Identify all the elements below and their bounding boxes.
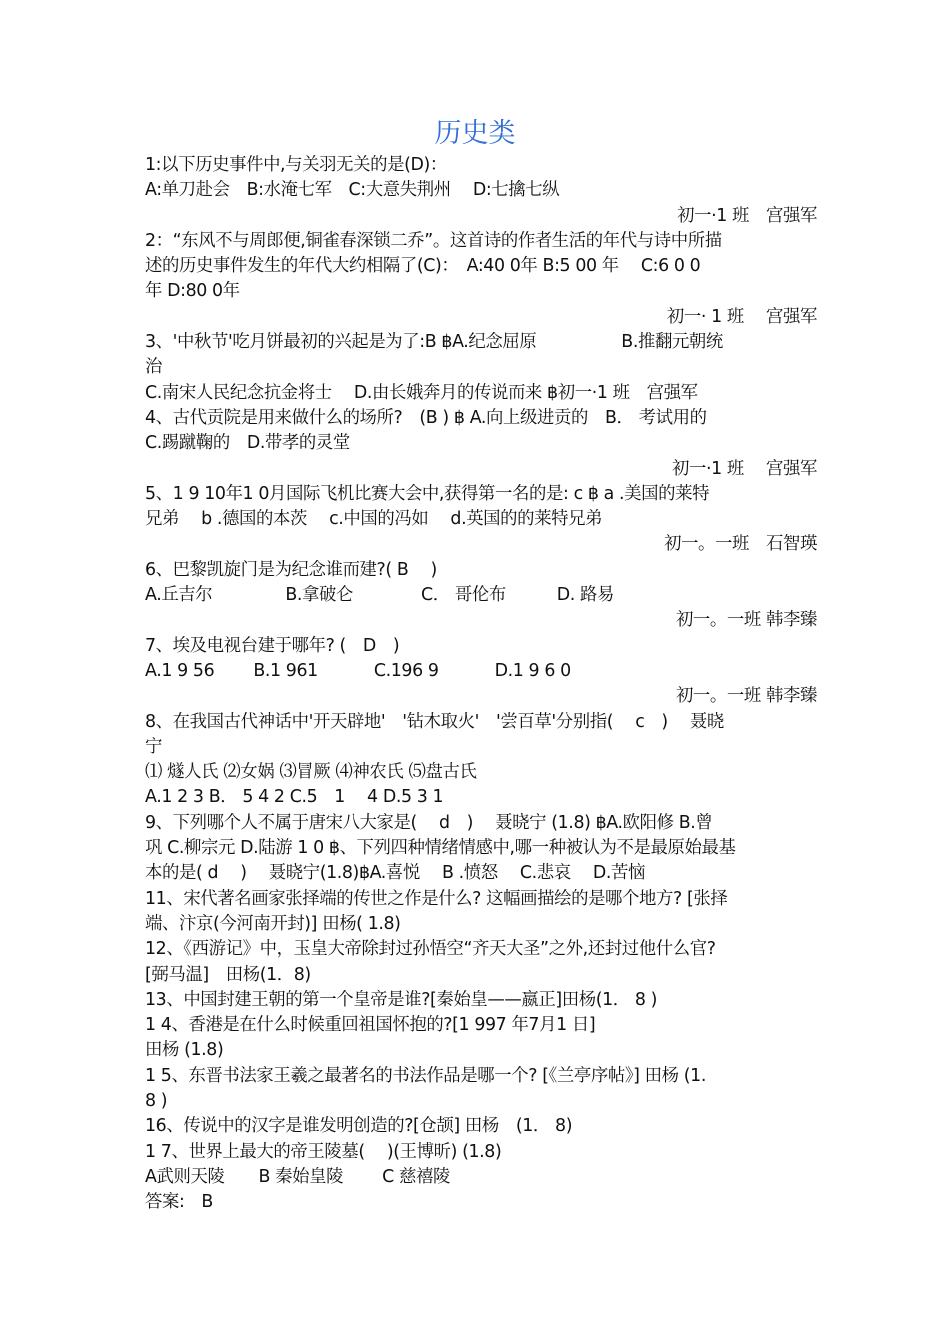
author-credit-line: 初一。一班 韩李臻 — [675, 610, 817, 631]
author-credit-line: 初一。一班 韩李臻 — [675, 686, 817, 707]
text-line: 7、埃及电视台建于哪年? ( D ) — [145, 635, 400, 656]
text-line: 1 4、香港是在什么时候重回祖国怀抱的?[1 997 年7月1 日] — [145, 1015, 596, 1036]
text-line: 4、古代贡院是用来做什么的场所? (B ) ฿ A.向上级进贡的 B． 考试用的 — [145, 407, 707, 428]
text-line: A.1 9 56 B.1 961 C.196 9 D.1 9 6 0 — [145, 660, 571, 681]
text-line: 6、巴黎凯旋门是为纪念谁而建?( B ) — [145, 559, 437, 580]
text-line: 1 5、东晋书法家王羲之最著名的书法作品是哪一个? [《兰亭序帖》] 田杨 (1. — [145, 1065, 706, 1086]
text-line: 兄弟 b .德国的本茨 c.中国的冯如 d.英国的的莱特兄弟 — [145, 509, 603, 530]
text-line: 述的历史事件发生的年代大约相隔了(C)： A:40 0年 B:5 00 年 C:6 0 0 — [145, 256, 701, 277]
author-credit-line: 初一·1 班 宫强军 — [677, 205, 817, 226]
text-line: 1:以下历史事件中,与关羽无关的是(D)： — [145, 155, 447, 175]
text-line: 8 ) — [145, 1090, 168, 1111]
text-line: 5、1 9 10年1 0月国际飞机比赛大会中,获得第一名的是: c ฿ a .美国的莱特 — [145, 483, 710, 504]
text-line: 端、汴京(今河南开封)] 田杨( 1.8) — [145, 913, 401, 934]
text-line: 2：“东风不与周郎便,铜雀春深锁二乔”。这首诗的作者生活的年代与诗中所描 — [145, 230, 722, 251]
author-credit-line: 初一·1 班 宫强军 — [672, 458, 936, 479]
text-line: 12、《西游记》中，玉皇大帝除封过孙悟空“齐天大圣”之外,还封过他什么官? — [145, 939, 716, 960]
text-line: 答案: B — [145, 1192, 213, 1213]
author-credit-line: 初一· 1 班 宫强军 — [666, 306, 834, 327]
author-credit-line: 初一。一班 石智瑛 — [664, 534, 817, 555]
text-line: 本的是( d ) 聂晓宁(1.8)฿A.喜悦 B .愤怒 C.悲哀 D.苦恼 — [145, 863, 645, 884]
text-line: A武则天陵 B 秦始皇陵 C 慈禧陵 — [145, 1166, 451, 1187]
document-body — [145, 153, 936, 1215]
text-line: 田杨 (1.8) — [145, 1040, 224, 1061]
document-title: 历史类 — [434, 118, 516, 149]
text-line: 宁 — [145, 736, 162, 757]
text-line: 1 7、世界上最大的帝王陵墓( )(王博昕) (1.8) — [145, 1141, 502, 1162]
text-line: C.踢蹴鞠的 D.带孝的灵堂 — [145, 433, 350, 454]
text-line: A.丘吉尔 B.拿破仑 C． 哥伦布 D. 路易 — [145, 585, 615, 606]
text-line: [弼马温] 田杨(1．8) — [145, 964, 311, 985]
text-line: 8、在我国古代神话中'开天辟地' '钻木取火' '尝百草'分别指( c ) 聂晓 — [145, 711, 724, 732]
text-line: 治 — [145, 357, 162, 378]
text-line: ⑴ 燧人氏 ⑵女娲 ⑶冒厥 ⑷神农氏 ⑸盘古氏 — [145, 762, 477, 783]
text-line: A:单刀赴会 B:水淹七军 C:大意失荆州 D:七擒七纵 — [145, 180, 560, 201]
text-line: 13、中国封建王朝的第一个皇帝是谁?[秦始皇——嬴正]田杨(1． 8 ) — [145, 989, 658, 1010]
text-line: 9、下列哪个人不属于唐宋八大家是( d ) 聂晓宁 (1.8) ฿A.欧阳修 B.曾 — [145, 812, 713, 833]
text-line: 16、传说中的汉字是谁发明创造的?[仓颉] 田杨 (1． 8) — [145, 1116, 573, 1137]
text-line: A.1 2 3 B． 5 4 2 C.5 1 4 D.5 3 1 — [145, 787, 444, 808]
text-line: 3、'中秋节'吃月饼最初的兴起是为了:B ฿A.纪念屈原 B.推翻元朝统 — [145, 332, 723, 353]
text-line: 11、宋代著名画家张择端的传世之作是什么? 这幅画描绘的是哪个地方? [张择 — [145, 888, 728, 909]
text-line: 年 D:80 0年 — [145, 281, 240, 302]
text-line: C.南宋人民纪念抗金将士 D.由长娥奔月的传说而来 ฿初一·1 班 宫强军 — [145, 382, 698, 403]
text-line: 巩 C.柳宗元 D.陆游 1 0 ฿、下列四种情绪情感中,哪一种被认为不是最原始最基 — [145, 838, 736, 859]
